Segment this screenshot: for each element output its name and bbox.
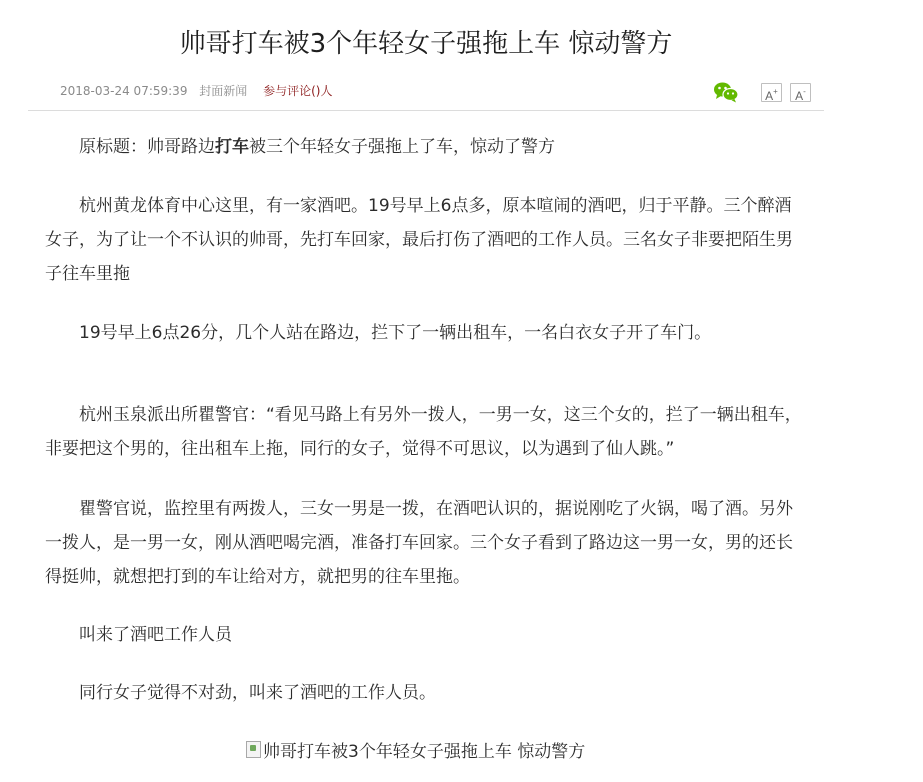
font-increase-mark: + (773, 86, 778, 96)
original-title-suffix: 被三个年轻女子强拖上了车，惊动了警方 (249, 137, 555, 157)
article-title: 帅哥打车被3个年轻女子强拖上车 惊动警方 (179, 29, 673, 59)
broken-image-icon (246, 741, 261, 758)
article-image (246, 735, 585, 769)
publish-date: 2018-03-24 07:59:39 (60, 84, 188, 98)
image-alt-text: 帅哥打车被3个年轻女子强拖上车 惊动警方 (263, 742, 586, 762)
original-title-prefix: 原标题：帅哥路边 (79, 137, 215, 157)
article-meta (60, 80, 333, 102)
article-tools (713, 80, 811, 104)
article-source: 封面新闻 (199, 84, 248, 98)
font-decrease-mark: - (803, 86, 806, 96)
font-increase-label: A (765, 88, 774, 103)
paragraph-original-title (45, 130, 807, 164)
wechat-icon[interactable] (713, 81, 739, 103)
paragraph: 杭州黄龙体育中心这里，有一家酒吧。19号早上6点多，原本喧闹的酒吧，归于平静。三个醉酒女子，为了让一个不认识的帅哥，先打车回家，最后打伤了酒吧的工作人员。三名女子非要把陌生男子往车里拖 (45, 196, 793, 284)
keyword-link[interactable]: 打车 (215, 137, 249, 157)
comments-link[interactable]: 参与评论()人 (263, 84, 333, 98)
font-decrease-button[interactable] (790, 83, 811, 102)
font-decrease-label: A (795, 88, 804, 103)
header-divider (28, 110, 824, 111)
paragraph: 瞿警官说，监控里有两拨人，三女一男是一拨，在酒吧认识的，据说刚吃了火锅，喝了酒。另外一拨人，是一男一女，刚从酒吧喝完酒，准备打车回家。三个女子看到了路边这一男一女，男的还长得挺帅，就想把打到的车让给对方，就把男的往车里拖。 (45, 499, 793, 587)
paragraph: 杭州玉泉派出所瞿警官：“看见马路上有另外一拨人，一男一女，这三个女的，拦了一辆出租车，非要把这个男的，往出租车上拖，同行的女子，觉得不可思议，以为遇到了仙人跳。” (45, 405, 802, 459)
paragraph: 同行女子觉得不对劲，叫来了酒吧的工作人员。 (79, 683, 436, 703)
font-increase-button[interactable] (761, 83, 782, 102)
paragraph: 叫来了酒吧工作人员 (79, 625, 232, 645)
paragraph: 19号早上6点26分，几个人站在路边，拦下了一辆出租车，一名白衣女子开了车门。 (79, 323, 712, 343)
